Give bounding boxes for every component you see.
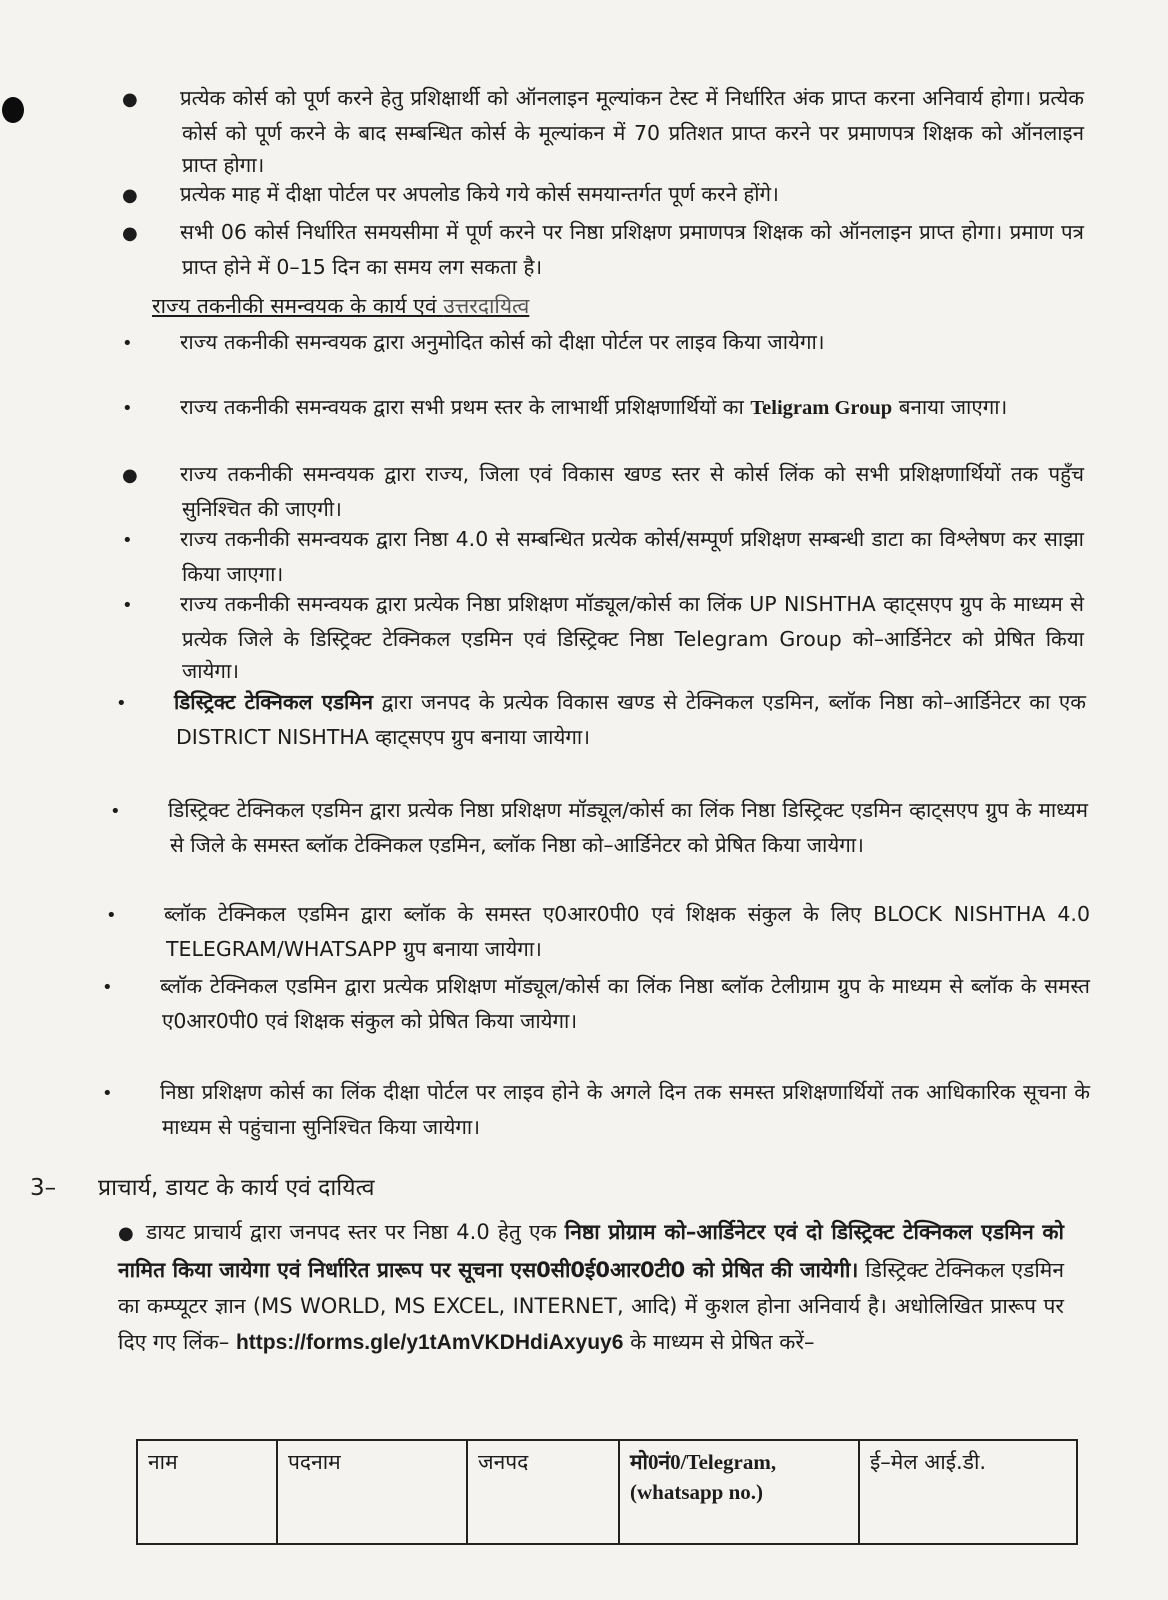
punch-hole [2,97,24,123]
list-item: • राज्य तकनीकी समन्वयक द्वारा सभी प्रथम स्तर के लाभार्थी प्रशिक्षणार्थियों का Teligram Group बनाया जाएगा। [152,391,1084,426]
list-item: • ब्लॉक टेक्निकल एडमिन द्वारा ब्लॉक के समस्त ए0आर0पी0 एवं शिक्षक संकुल के लिए BLOCK NISHTHA 4.0 TELEGRAM/WHATSAPP ग्रुप बनाया जायेगा। [106,902,1090,961]
info-format-table [136,1439,1078,1545]
form-link[interactable]: https://forms.gle/y1tAmVKDHdiAxyuy6 [235,1331,624,1354]
list-item: ● सभी 06 कोर्स निर्धारित समयसीमा में पूर्ण करने पर निष्ठा प्रशिक्षण प्रमाणपत्र शिक्षक को ऑनलाइन प्राप्त होगा। प्रमाण पत्र प्राप्त होने में 0–15 दिन का समय लग सकता है। [122,220,1084,279]
bullet-icon: • [122,333,133,354]
bullet-icon: ● [122,185,138,206]
list-item: • निष्ठा प्रशिक्षण कोर्स का लिंक दीक्षा पोर्टल पर लाइव होने के अगले दिन तक समस्त प्रशिक्षणार्थियों तक आधिकारिक सूचना के माध्यम से पहुंचाना सुनिश्चित किया जायेगा। [102,1080,1090,1139]
bullet-icon: ● [118,1223,134,1244]
bullet-icon: • [102,1083,113,1104]
list-item: • राज्य तकनीकी समन्वयक द्वारा निष्ठा 4.0 से सम्बन्धित प्रत्येक कोर्स/सम्पूर्ण प्रशिक्षण सम्बन्धी डाटा का विश्लेषण कर साझा किया जाएगा। [122,527,1084,586]
list-item: • डिस्ट्रिक्ट टेक्निकल एडमिन द्वारा प्रत्येक निष्ठा प्रशिक्षण मॉड्यूल/कोर्स का लिंक निष्ठा डिस्ट्रिक्ट एडमिन व्हाट्सएप ग्रुप के माध्यम से जिले के समस्त ब्लॉक टेक्निकल एडमिन, ब्लॉक निष्ठा को–आर्डिनेटर को प्रेषित किया जायेगा। [110,798,1088,857]
bullet-icon: • [110,801,121,822]
bullet-icon: • [106,905,117,926]
bullet-icon: • [122,595,133,616]
table-header-cell: पदनाम [277,1440,467,1544]
bullet-icon: ● [122,223,138,244]
table-header-cell: ई–मेल आई.डी. [859,1440,1077,1544]
list-item: • राज्य तकनीकी समन्वयक द्वारा प्रत्येक निष्ठा प्रशिक्षण मॉड्यूल/कोर्स का लिंक UP NISHTHA व्हाट्सएप ग्रुप के माध्यम से प्रत्येक जिले के डिस्ट्रिक्ट टेक्निकल एडमिन एवं डिस्ट्रिक्ट निष्ठा Telegram Group को–आर्डिनेटर को प्रेषित किया जायेगा। [122,592,1084,683]
list-item: • राज्य तकनीकी समन्वयक द्वारा अनुमोदित कोर्स को दीक्षा पोर्टल पर लाइव किया जायेगा। [152,326,1084,361]
list-item: ● प्रत्येक माह में दीक्षा पोर्टल पर अपलोड किये गये कोर्स समयान्तर्गत पूर्ण करने होंगे। [152,178,1084,213]
list-item: • डिस्ट्रिक्ट टेक्निकल एडमिन द्वारा जनपद के प्रत्येक विकास खण्ड से टेक्निकल एडमिन, ब्लॉक निष्ठा को–आर्डिनेटर का एक DISTRICT NISHTHA व्हाट्सएप ग्रुप बनाया जायेगा। [116,690,1086,749]
section-3-heading: 3– प्राचार्य, डायट के कार्य एवं दायित्व [30,1175,375,1201]
bullet-icon: • [116,693,127,714]
bullet-icon: • [102,977,113,998]
table-header-cell: नाम [137,1440,277,1544]
table-header-cell: जनपद [467,1440,619,1544]
list-item: ● राज्य तकनीकी समन्वयक द्वारा राज्य, जिला एवं विकास खण्ड स्तर से कोर्स लिंक को सभी प्रशिक्षणार्थियों तक पहुँच सुनिश्चित की जाएगी। [122,462,1084,521]
bullet-icon: ● [122,465,138,486]
table-header-cell: मो0नं0/Telegram, (whatsapp no.) [619,1440,859,1544]
bullet-icon: • [122,530,133,551]
bullet-icon: ● [122,89,138,110]
table-row [137,1440,1077,1544]
list-item: • ब्लॉक टेक्निकल एडमिन द्वारा प्रत्येक प्रशिक्षण मॉड्यूल/कोर्स का लिंक निष्ठा ब्लॉक टेलीग्राम ग्रुप के माध्यम से ब्लॉक के समस्त ए0आर0पी0 एवं शिक्षक संकुल को प्रेषित किया जायेगा। [102,974,1090,1033]
section-heading: राज्य तकनीकी समन्वयक के कार्य एवं उत्तरदायित्व [152,294,530,318]
bullet-icon: • [122,398,133,419]
section-3-paragraph: ● डायट प्राचार्य द्वारा जनपद स्तर पर निष्ठा 4.0 हेतु एक निष्ठा प्रोग्राम को–आर्डिनेटर एवं दो डिस्ट्रिक्ट टेक्निकल एडमिन को नामित किया जायेगा एवं निर्धारित प्रारूप पर सूचना एस0सी0ई0आर0टी0 को प्रेषित की जायेगी। डिस्ट्रिक्ट टेक्निकल एडमिन का कम्प्यूटर ज्ञान (MS WORLD, MS EXCEL, INTERNET, आदि) में कुशल होना अनिवार्य है। अधोलिखित प्रारूप पर दिए गए लिंक– https://forms.gle/y1tAmVKDHdiAxyuy6 के माध्यम से प्रेषित करें– [118,1214,1064,1361]
list-item: ● प्रत्येक कोर्स को पूर्ण करने हेतु प्रशिक्षार्थी को ऑनलाइन मूल्यांकन टेस्ट में निर्धारित अंक प्राप्त करना अनिवार्य होगा। प्रत्येक कोर्स को पूर्ण करने के बाद सम्बन्धित कोर्स के मूल्यांकन में 70 प्रतिशत प्राप्त करने पर प्रमाणपत्र शिक्षक को ऑनलाइन प्राप्त होगा। [122,86,1084,177]
